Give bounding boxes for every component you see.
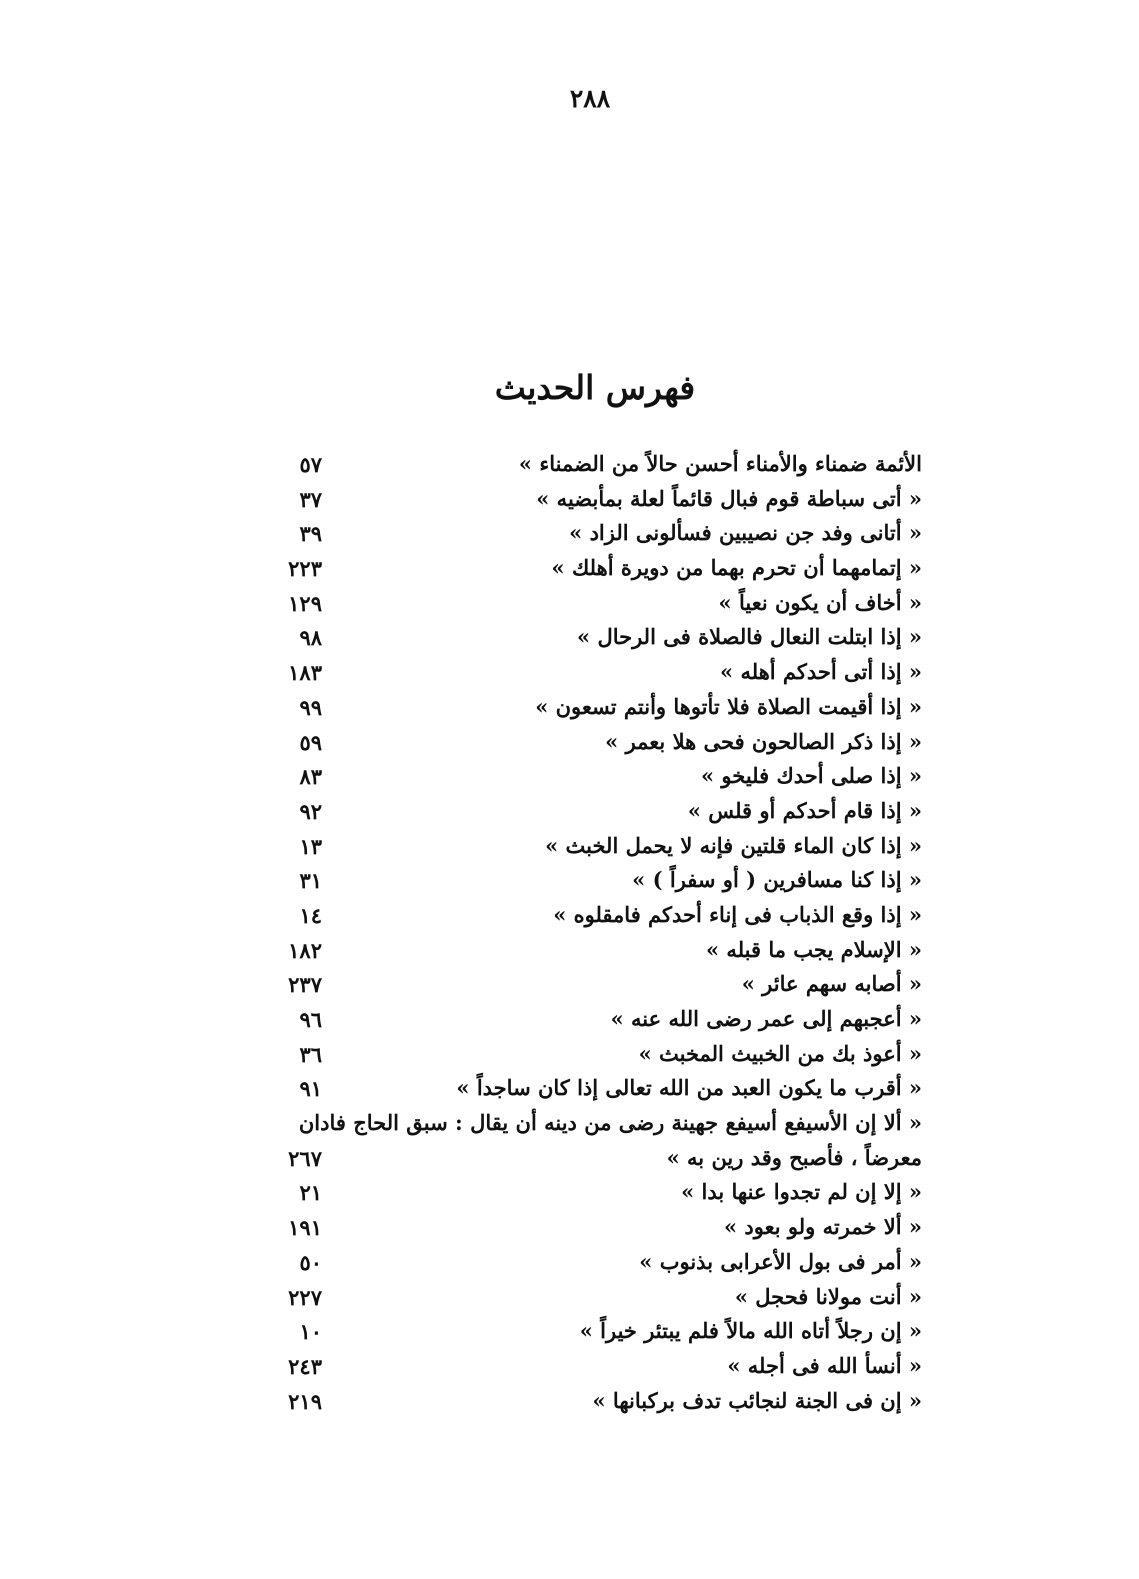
index-entry (282, 587, 922, 622)
entry-page-number: ٣١ (299, 868, 322, 894)
index-entry (282, 1211, 922, 1246)
entry-page-number: ١٣ (299, 833, 322, 859)
entry-page-number: ٢٤٣ (288, 1353, 322, 1379)
index-entry (282, 1246, 922, 1281)
entry-page-number: ٢١ (299, 1180, 322, 1206)
entry-text: « إذا كان الماء قلتين فإنه لا يحمل الخبث » (545, 832, 922, 858)
entry-text: الأئمة ضمناء والأمناء أحسن حالاً من الضمناء » (518, 451, 922, 476)
index-entry (282, 968, 922, 1003)
entry-page-number: ١٨٣ (288, 660, 322, 686)
index-entry (282, 621, 922, 656)
index-entry (282, 1385, 922, 1420)
entry-text: « ألا إن الأسيفع أسيفع جهينة رضى من دينه أن يقال : سبق الحاج فادان (298, 1110, 922, 1136)
entry-text: « إذا وقع الذباب فى إناء أحدكم فامقلوه » (553, 901, 922, 927)
index-title: فهرس الحديث (494, 368, 696, 407)
entry-text: « أنسأ الله فى أجله » (727, 1352, 922, 1378)
index-entry (282, 760, 922, 795)
entry-text: « أخاف أن يكون نعياً » (718, 589, 922, 615)
entry-page-number: ٥٠ (299, 1249, 322, 1275)
hadith-index-list (282, 448, 922, 1419)
index-entry (282, 1142, 922, 1177)
index-entry (282, 726, 922, 761)
entry-text: « أقرب ما يكون العبد من الله تعالى إذا كان ساجداً » (456, 1075, 922, 1101)
entry-text: « أمر فى بول الأعرابى بذنوب » (639, 1248, 922, 1274)
entry-page-number: ٩٨ (299, 625, 322, 651)
index-entry (282, 691, 922, 726)
entry-text: « إذا كنا مسافرين ( أو سفراً ) » (632, 867, 922, 893)
entry-text: « أعجبهم إلى عمر رضى الله عنه » (610, 1006, 922, 1031)
index-entry (282, 899, 922, 934)
entry-text: « إن فى الجنة لنجائب تدف بركبانها » (592, 1387, 922, 1413)
entry-page-number: ٢٢٧ (288, 1284, 322, 1310)
index-entry (282, 656, 922, 691)
page-number: ٢٨٨ (569, 84, 611, 113)
entry-text: « إن رجلاً أتاه الله مالاً فلم يبتئر خيراً » (579, 1318, 922, 1344)
index-entry (282, 1281, 922, 1316)
entry-page-number: ٩٦ (299, 1007, 322, 1032)
entry-page-number: ١٩١ (288, 1215, 322, 1241)
entry-page-number: ١٠ (299, 1319, 322, 1345)
index-entry (282, 1072, 922, 1107)
entry-page-number: ٢٣٧ (288, 972, 322, 998)
entry-page-number: ٢١٩ (288, 1388, 322, 1414)
entry-text: « أتى سباطة قوم فبال قائماً لعلة بمأبضيه » (536, 485, 922, 511)
index-entry (282, 830, 922, 865)
entry-text: « إلا إن لم تجدوا عنها بدا » (681, 1179, 922, 1205)
entry-text: « ألا خمرته ولو بعود » (724, 1214, 922, 1240)
entry-text: « إذا صلى أحدك فليخو » (701, 763, 922, 789)
entry-page-number: ٣٧ (299, 486, 322, 512)
entry-text: « إتمامهما أن تحرم بهما من دويرة أهلك » (551, 555, 922, 581)
entry-text: « الإسلام يجب ما قبله » (706, 936, 922, 962)
entry-text: « أتانى وفد جن نصيبين فسألونى الزاد » (569, 520, 922, 546)
index-entry (282, 934, 922, 969)
entry-text: « أنت مولانا فحجل » (734, 1283, 922, 1309)
entry-page-number: ١٤ (299, 902, 322, 928)
index-entry (282, 483, 922, 518)
entry-page-number: ٩٩ (299, 694, 322, 720)
entry-page-number: ٨٣ (299, 764, 322, 790)
entry-text: « أصابه سهم عائر » (741, 971, 922, 997)
index-entry (282, 864, 922, 899)
entry-text: « أعوذ بك من الخبيث المخبث » (638, 1040, 922, 1066)
entry-page-number: ٩١ (299, 1076, 322, 1102)
index-entry (282, 1176, 922, 1211)
index-entry (282, 1350, 922, 1385)
index-entry (282, 1003, 922, 1038)
index-entry (282, 795, 922, 830)
entry-page-number: ٥٩ (299, 729, 322, 755)
entry-page-number: ٢٢٣ (288, 556, 322, 582)
entry-text: « إذا أقيمت الصلاة فلا تأتوها وأنتم تسعون » (535, 693, 922, 719)
index-entry (282, 1315, 922, 1350)
entry-text: معرضاً ، فأصبح وقد رين به » (666, 1144, 922, 1170)
entry-text: « إذا ابتلت النعال فالصلاة فى الرحال » (577, 624, 922, 650)
entry-text: « إذا أتى أحدكم أهله » (720, 659, 922, 685)
entry-page-number: ١٨٢ (288, 937, 322, 963)
entry-text: « إذا قام أحدكم أو قلس » (687, 797, 922, 823)
index-entry (282, 1038, 922, 1073)
entry-page-number: ٣٩ (299, 521, 322, 547)
entry-page-number: ٩٢ (299, 798, 322, 824)
index-entry (282, 552, 922, 587)
index-entry (282, 448, 922, 483)
entry-page-number: ١٢٩ (288, 590, 322, 616)
entry-page-number: ٢٦٧ (288, 1145, 322, 1171)
index-entry-continued (282, 1107, 922, 1142)
entry-page-number: ٣٦ (299, 1041, 322, 1067)
index-entry (282, 517, 922, 552)
entry-page-number: ٥٧ (299, 452, 322, 477)
entry-text: « إذا ذكر الصالحون فحى هلا بعمر » (605, 728, 922, 754)
